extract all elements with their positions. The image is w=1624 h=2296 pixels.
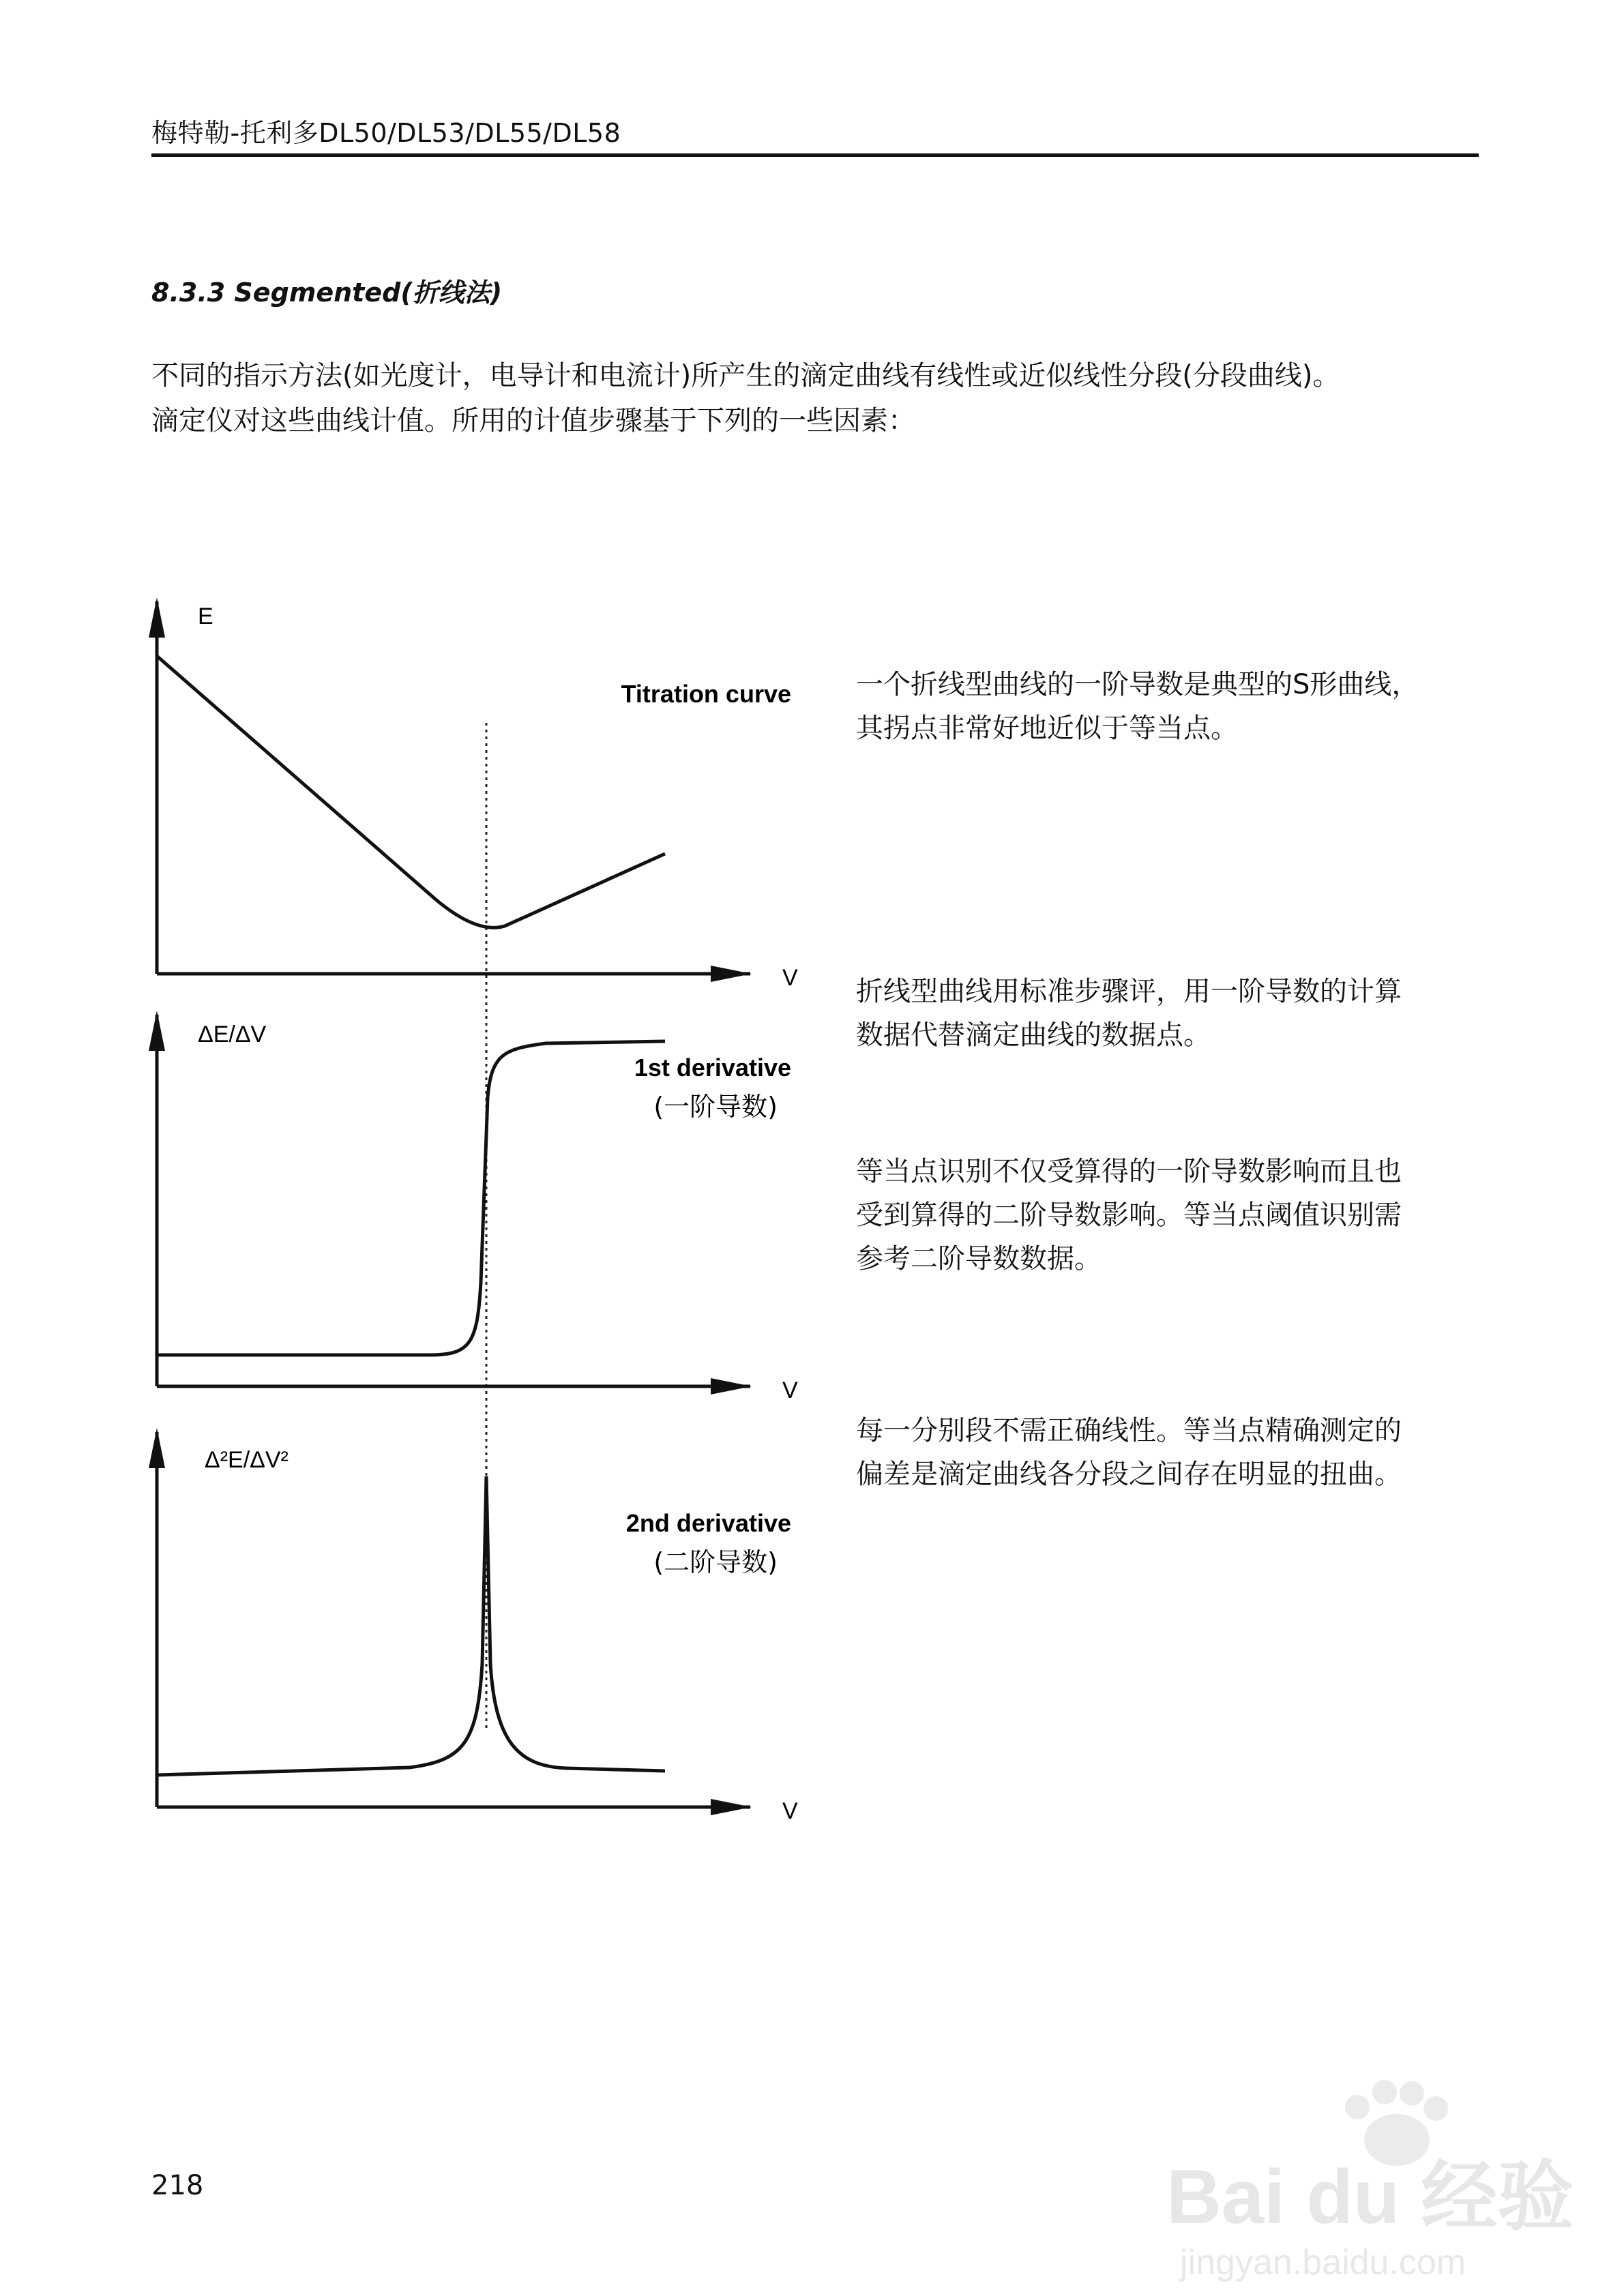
xlabel-1: V <box>782 965 798 991</box>
side-line: 数据代替滴定曲线的数据点。 <box>856 1019 1211 1051</box>
subtitle-2: (一阶导数) <box>653 1092 778 1122</box>
chart-first-derivative <box>149 1011 798 1403</box>
xlabel-3: V <box>782 1798 798 1824</box>
ylabel-2: ΔE/ΔV <box>198 1022 267 1047</box>
side-paragraph-4 <box>856 1409 1402 1496</box>
watermark-brand: Bai du 经验 <box>1166 2154 1574 2239</box>
side-paragraph-3 <box>856 1150 1402 1281</box>
series-line-1 <box>157 656 665 927</box>
chart-titration <box>149 597 798 991</box>
page-number: 218 <box>151 2170 204 2201</box>
title-1: Titration curve <box>621 680 791 708</box>
side-line: 参考二阶导数数据。 <box>856 1243 1102 1274</box>
y-arrow-1 <box>149 597 165 638</box>
baidu-watermark <box>1160 2066 1582 2284</box>
intro-line: 滴定仪对这些曲线计值。所用的计值步骤基于下列的一些因素： <box>151 405 915 436</box>
watermark-url: jingyan.baidu.com <box>1180 2243 1466 2282</box>
y-arrow-2 <box>149 1011 165 1051</box>
title-3: 2nd derivative <box>625 1509 791 1537</box>
running-header: 梅特勒-托利多DL50/DL53/DL55/DL58 <box>151 118 621 148</box>
section-title: 8.3.3 Segmented(折线法) <box>151 278 503 308</box>
title-2: 1st derivative <box>634 1054 791 1082</box>
series-line-3 <box>157 1476 665 1775</box>
intro-line: 不同的指示方法(如光度计，电导计和电流计)所产生的滴定曲线有线性或近似线性分段(分段曲线)。 <box>151 360 1340 391</box>
ylabel-3: Δ²E/ΔV² <box>205 1447 289 1473</box>
subtitle-3: (二阶导数) <box>653 1547 778 1577</box>
side-line: 其拐点非常好地近似于等当点。 <box>856 713 1238 744</box>
side-line: 一个折线型曲线的一阶导数是典型的S形曲线， <box>856 669 1419 700</box>
series-line-2 <box>157 1041 665 1355</box>
side-line: 偏差是滴定曲线各分段之间存在明显的扭曲。 <box>856 1459 1402 1490</box>
side-paragraph-1 <box>856 663 1419 750</box>
side-paragraph-2 <box>856 970 1402 1057</box>
y-arrow-3 <box>149 1428 165 1468</box>
xlabel-2: V <box>782 1377 798 1403</box>
side-line: 等当点识别不仅受算得的一阶导数影响而且也 <box>856 1156 1402 1187</box>
chart-second-derivative <box>149 1428 798 1824</box>
ylabel-1: E <box>198 603 213 629</box>
side-line: 折线型曲线用标准步骤评，用一阶导数的计算 <box>856 976 1402 1007</box>
side-line: 受到算得的二阶导数影响。等当点阈值识别需 <box>856 1199 1402 1231</box>
paw-logo-icon <box>1345 2080 1448 2166</box>
side-line: 每一分别段不需正确线性。等当点精确测定的 <box>856 1415 1402 1446</box>
